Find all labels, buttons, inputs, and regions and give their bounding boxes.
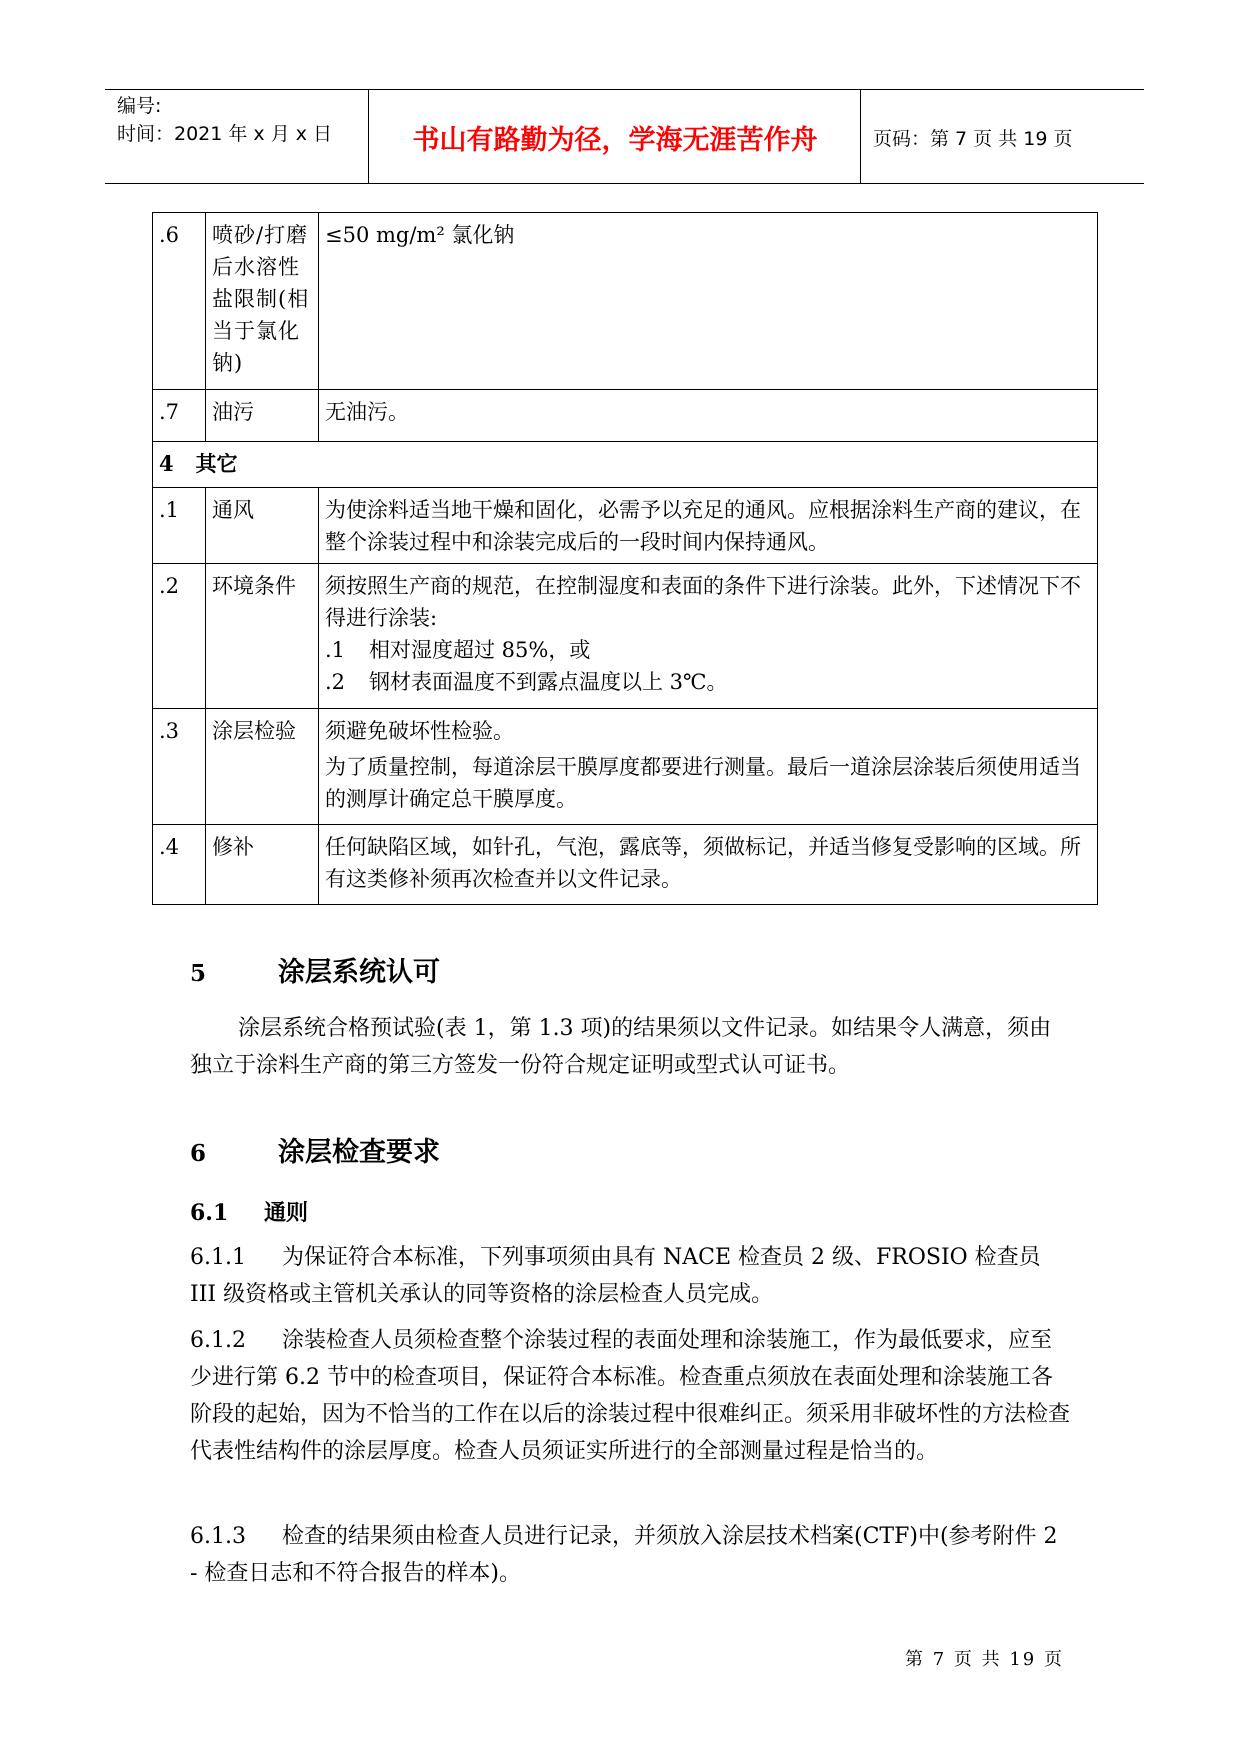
row-requirement-cell (319, 564, 1098, 709)
header-divider-right (860, 90, 861, 184)
row-requirement: 为使涂料适当地干燥和固化，必需予以充足的通风。应根据涂料生产商的建议，在整个涂装过程中和涂装完成后的一段时间内保持通风。 (319, 488, 1098, 564)
row-requirement: 须按照生产商的规范，在控制湿度和表面的条件下进行涂装。此外，下述情况下不得进行涂装: (325, 574, 1081, 630)
sub-item-number: .1 (325, 638, 346, 662)
table-row (153, 825, 1098, 905)
table-row (153, 390, 1098, 442)
serial-label: 编号: (117, 95, 162, 117)
table-section-row (153, 442, 1098, 488)
header-bottom-rule (105, 183, 1144, 184)
header-page-number: 页码：第 7 页 共 19 页 (873, 128, 1073, 150)
paragraph-6-1-3 (190, 1518, 1070, 1592)
section-5-heading (190, 950, 440, 989)
paragraph-6-1-1 (190, 1239, 1070, 1313)
section-heading: 4 其它 (153, 442, 1098, 488)
row-item: 修补 (206, 825, 319, 905)
row-item: 油污 (206, 390, 319, 442)
row-number: .3 (153, 709, 206, 825)
section-number: 6 (190, 1140, 207, 1167)
paragraph-number: 6.1.1 (190, 1245, 246, 1270)
row-number: .1 (153, 488, 206, 564)
row-number: .2 (153, 564, 206, 709)
subsection-title: 通则 (264, 1201, 309, 1226)
section-title: 涂层检查要求 (278, 1137, 440, 1168)
row-requirement: ≤50 mg/m² 氯化钠 (319, 213, 1098, 390)
row-item: 喷砂/打磨后水溶性盐限制(相当于氯化钠) (206, 213, 319, 390)
table-row (153, 564, 1098, 709)
header-top-rule (105, 89, 1144, 90)
table-row (153, 488, 1098, 564)
header-motto: 书山有路勤为径，学海无涯苦作舟 (412, 125, 818, 156)
requirements-table (152, 212, 1098, 905)
row-item: 通风 (206, 488, 319, 564)
section-6-heading (190, 1130, 440, 1169)
sub-item (325, 666, 1091, 698)
paragraph-text: 检查的结果须由检查人员进行记录，并须放入涂层技术档案(CTF)中(参考附件 2 - 检查日志和不符合报告的样本)。 (190, 1524, 1058, 1586)
date-label: 时间：2021 年 x 月 x 日 (117, 123, 333, 145)
sub-item-text: 相对湿度超过 85%，或 (369, 638, 591, 662)
paragraph-6-1-2 (190, 1322, 1070, 1470)
section-number: 5 (190, 960, 207, 987)
subsection-number: 6.1 (190, 1200, 229, 1226)
sub-item-number: .2 (325, 670, 346, 694)
header-divider-left (368, 90, 369, 184)
row-requirement: 无油污。 (319, 390, 1098, 442)
row-item: 环境条件 (206, 564, 319, 709)
section-title: 涂层系统认可 (278, 957, 440, 988)
paragraph-number: 6.1.3 (190, 1524, 246, 1549)
table-row (153, 213, 1098, 390)
sub-item-text: 钢材表面温度不到露点温度以上 3℃。 (369, 670, 728, 694)
row-number: .4 (153, 825, 206, 905)
paragraph-text: 涂装检查人员须检查整个涂装过程的表面处理和涂装施工，作为最低要求，应至少进行第 6.2 节中的检查项目，保证符合本标准。检查重点须放在表面处理和涂装施工各阶段的起始，因为不恰当的工作在以后的涂装过程中很难纠正。须采用非破坏性的方法检查代表性结构件的涂层厚度。检查人员须证实所进行的全部测量过程是恰当的。 (190, 1328, 1071, 1464)
row-item: 涂层检验 (206, 709, 319, 825)
table-row (153, 709, 1098, 825)
header-info (117, 92, 332, 148)
row-requirement-cell (319, 709, 1098, 825)
paragraph-text: 为保证符合本标准，下列事项须由具有 NACE 检查员 2 级、FROSIO 检查员 III 级资格或主管机关承认的同等资格的涂层检查人员完成。 (190, 1245, 1041, 1307)
subsection-6-1-heading (190, 1196, 308, 1227)
section-5-paragraph: 涂层系统合格预试验(表 1，第 1.3 项)的结果须以文件记录。如结果令人满意，须由独立于涂料生产商的第三方签发一份符合规定证明或型式认可证书。 (190, 1016, 1052, 1078)
row-requirement-extra: 为了质量控制，每道涂层干膜厚度都要进行测量。最后一道涂层涂装后须使用适当的测厚计确定总干膜厚度。 (325, 755, 1081, 811)
paragraph-number: 6.1.2 (190, 1328, 246, 1353)
row-number: .6 (153, 213, 206, 390)
footer-page-number: 第 7 页 共 19 页 (905, 1649, 1064, 1670)
sub-item (325, 634, 1091, 666)
row-number: .7 (153, 390, 206, 442)
row-requirement: 须避免破坏性检验。 (325, 719, 514, 743)
row-requirement: 任何缺陷区域，如针孔，气泡，露底等，须做标记，并适当修复受影响的区域。所有这类修补须再次检查并以文件记录。 (319, 825, 1098, 905)
